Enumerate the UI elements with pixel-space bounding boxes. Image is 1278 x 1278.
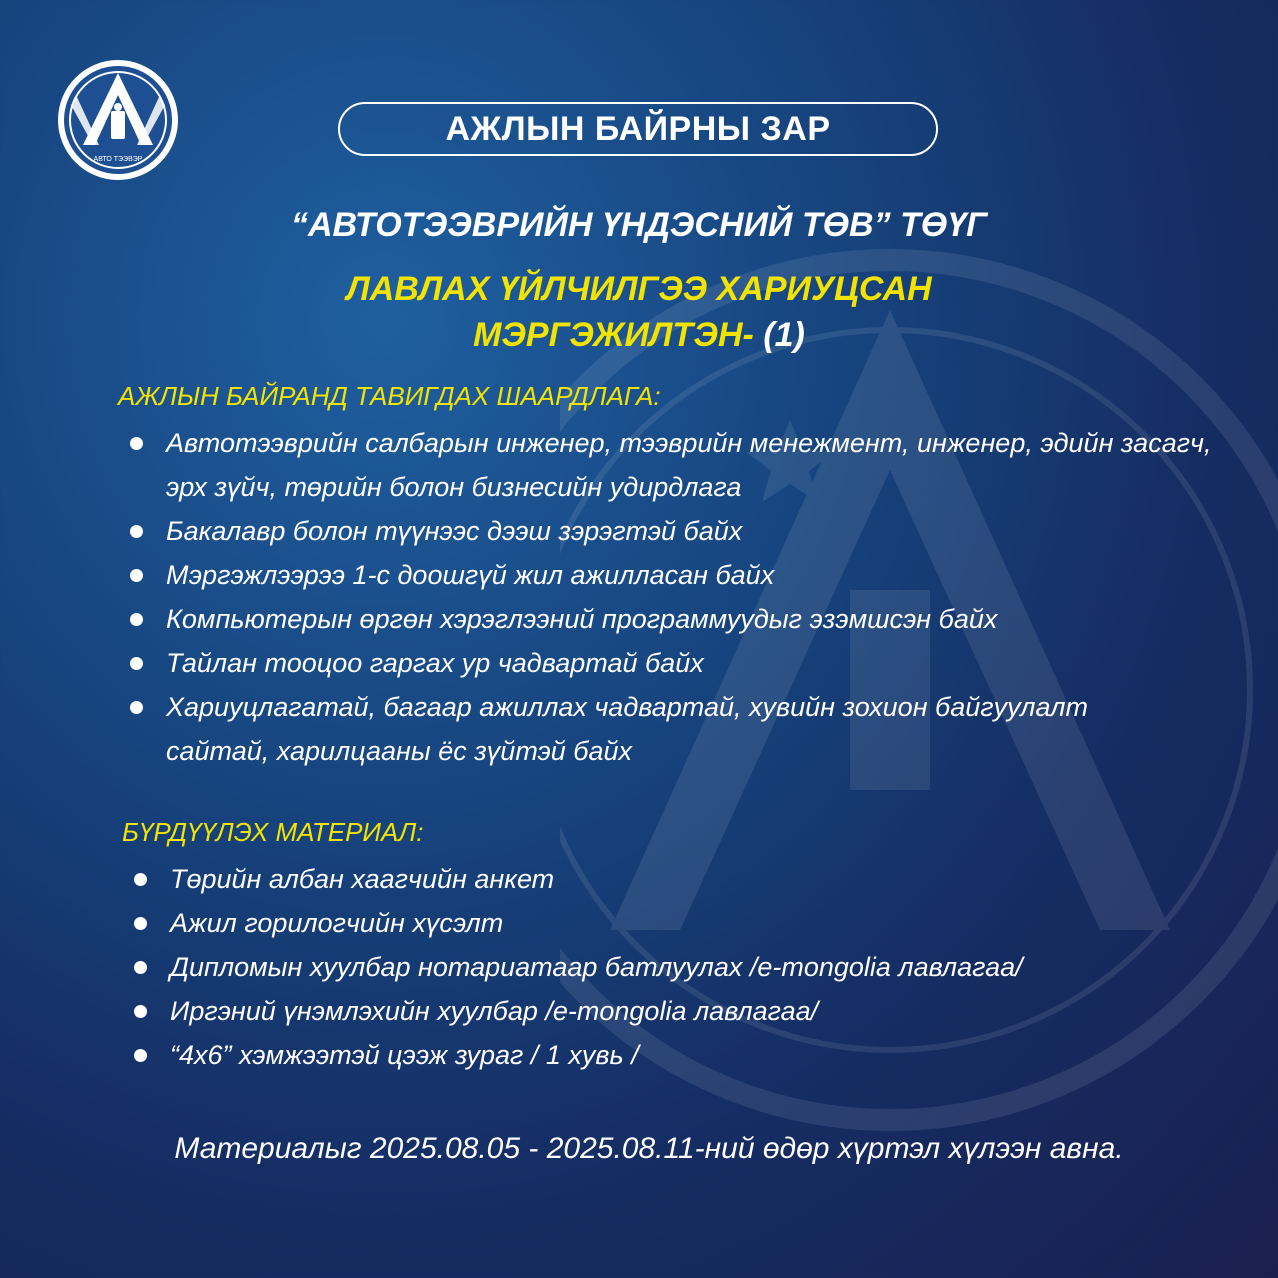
list-item: Мэргэжлээрээ 1-с доошгүй жил ажилласан байх <box>124 553 1244 597</box>
list-item: Дипломын хуулбар нотариатаар батлуулах /e-mongolia лавлагаа/ <box>128 945 1248 989</box>
list-item: Автотээврийн салбарын инженер, тээврийн менежмент, инженер, эдийн засагч, эрх зүйч, төрийн болон бизнесийн удирдлага <box>124 421 1244 509</box>
bullet-icon <box>130 657 143 670</box>
bullet-icon <box>134 1049 147 1062</box>
list-item: Иргэний үнэмлэхийн хуулбар /e-mongolia лавлагаа/ <box>128 989 1248 1033</box>
bullet-icon <box>130 701 143 714</box>
list-item: Хариуцлагатай, багаар ажиллах чадвартай, хувийн зохион байгуулалт сайтай, харилцааны ёс зүйтэй байх <box>124 685 1166 773</box>
position-count: (1) <box>763 316 805 354</box>
bullet-icon <box>130 525 143 538</box>
list-item: Бакалавр болон түүнээс дээш зэрэгтэй байх <box>124 509 1244 553</box>
bullet-icon <box>130 569 143 582</box>
list-item: Ажил горилогчийн хүсэлт <box>128 901 1248 945</box>
bullet-icon <box>134 1005 147 1018</box>
requirements-list <box>124 421 1244 773</box>
position-name: МЭРГЭЖИЛТЭН- <box>473 316 754 354</box>
bullet-icon <box>134 961 147 974</box>
logo-text: АВТО ТЭЭВЭР <box>93 156 143 163</box>
bullet-icon <box>130 613 143 626</box>
bullet-icon <box>134 917 147 930</box>
materials-heading: БҮРДҮҮЛЭХ МАТЕРИАЛ: <box>122 817 424 847</box>
deadline-note: Материалыг 2025.08.05 - 2025.08.11-ний өдөр хүртэл хүлээн авна. <box>174 1132 1124 1165</box>
list-item: “4x6” хэмжээтэй цээж зураг / 1 хувь / <box>128 1033 1248 1077</box>
page-title: АЖЛЫН БАЙРНЫ ЗАР <box>338 102 938 156</box>
materials-list <box>128 857 1248 1077</box>
list-item: Төрийн албан хаагчийн анкет <box>128 857 1248 901</box>
bullet-icon <box>134 873 147 886</box>
list-item: Тайлан тооцоо гаргах ур чадвартай байх <box>124 641 1244 685</box>
position-title-line1: ЛАВЛАХ ҮЙЛЧИЛГЭЭ ХАРИУЦСАН <box>346 270 932 308</box>
list-item: Компьютерын өргөн хэрэглээний программуудыг эзэмшсэн байх <box>124 597 1244 641</box>
bullet-icon <box>130 437 143 450</box>
position-title-line2 <box>0 312 1278 358</box>
organization-name: “АВТОТЭЭВРИЙН ҮНДЭСНИЙ ТӨВ” ТӨҮГ <box>290 206 988 244</box>
requirements-heading: АЖЛЫН БАЙРАНД ТАВИГДАХ ШААРДЛАГА: <box>118 381 661 411</box>
position-title <box>0 266 1278 358</box>
logo-emblem <box>55 57 181 183</box>
